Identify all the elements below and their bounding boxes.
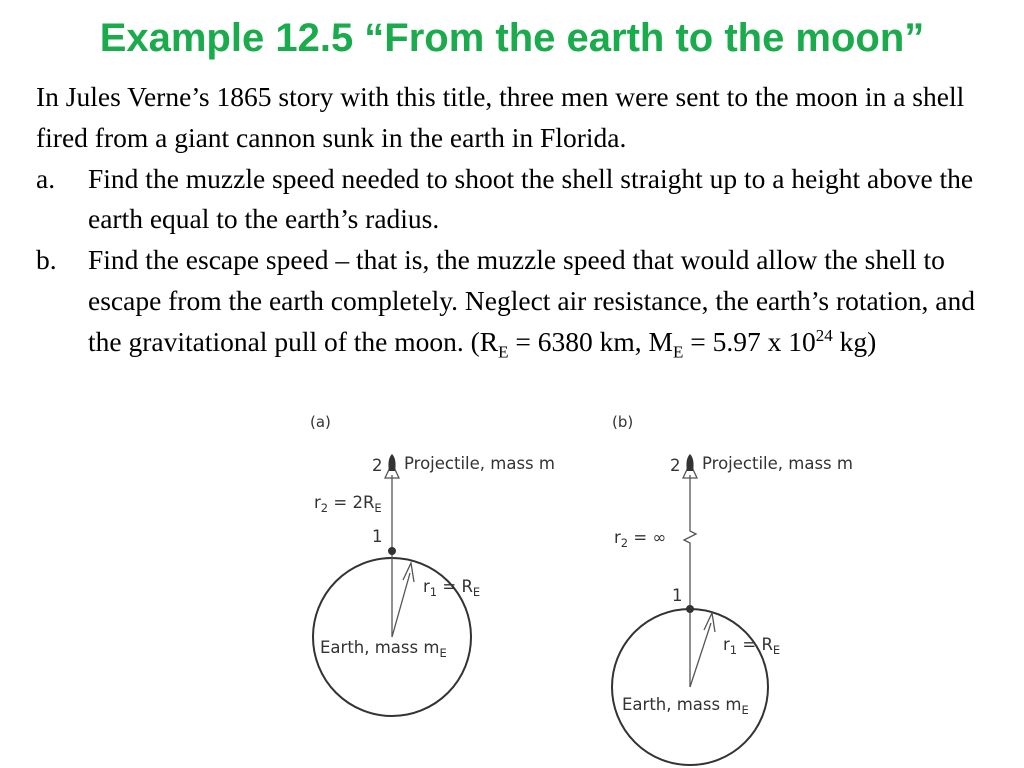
projectile-icon bbox=[686, 454, 693, 471]
question-b-label: b. bbox=[36, 244, 57, 276]
projectile-icon bbox=[388, 454, 395, 471]
question-a-text: Find the muzzle speed needed to shoot the shell straight up to a height above the earth equal to the earth’s radius. bbox=[88, 162, 974, 235]
r1-label: $r_1 = R_E$ bbox=[423, 577, 481, 599]
radial-line-break bbox=[684, 475, 696, 687]
point-2-label: 2 bbox=[670, 456, 681, 475]
panel-a-tag: (a) bbox=[310, 413, 331, 431]
question-a-label: a. bbox=[36, 162, 56, 194]
projectile-label: Projectile, mass m bbox=[404, 454, 555, 473]
radius-arrow bbox=[690, 623, 711, 687]
earth-label: Earth, mass $m_E$ bbox=[622, 695, 749, 717]
point-1-dot bbox=[686, 605, 694, 613]
point-2-label: 2 bbox=[372, 456, 383, 475]
earth-label: Earth, mass $m_E$ bbox=[320, 638, 447, 660]
question-a bbox=[36, 159, 1011, 241]
point-1-label: 1 bbox=[672, 586, 683, 605]
question-b bbox=[36, 240, 1011, 362]
r2-label: $r_2$ = ∞ bbox=[614, 528, 667, 550]
question-b-text: Find the escape speed – that is, the muzzle speed that would allow the shell to escape from the earth completely. Neglect air resistance, the earth’s rotation, and the gravitational pull of the moon. bbox=[88, 244, 975, 357]
figure-panel-a bbox=[300, 405, 555, 725]
r1-label: $r_1 = R_E$ bbox=[723, 635, 781, 657]
radius-arrow bbox=[392, 573, 410, 637]
projectile-label: Projectile, mass m bbox=[702, 454, 853, 473]
panel-b-tag: (b) bbox=[612, 413, 634, 431]
point-1-label: 1 bbox=[372, 527, 383, 546]
r2-label: $r_2 = 2R_E$ bbox=[314, 493, 382, 515]
point-1-dot bbox=[388, 547, 396, 555]
intro-paragraph: In Jules Verne’s 1865 story with this title, three men were sent to the moon in a shell fired from a giant cannon sunk in the earth in Florida. bbox=[36, 81, 965, 153]
given-values: ($R_E = 6380$ km, $M_E = 5.97$ x $10^{24}$ kg) bbox=[470, 325, 877, 362]
figure-panel-b bbox=[600, 405, 880, 765]
slide-title: Example 12.5 “From the earth to the moon” bbox=[99, 16, 925, 60]
problem-statement bbox=[36, 77, 1011, 363]
